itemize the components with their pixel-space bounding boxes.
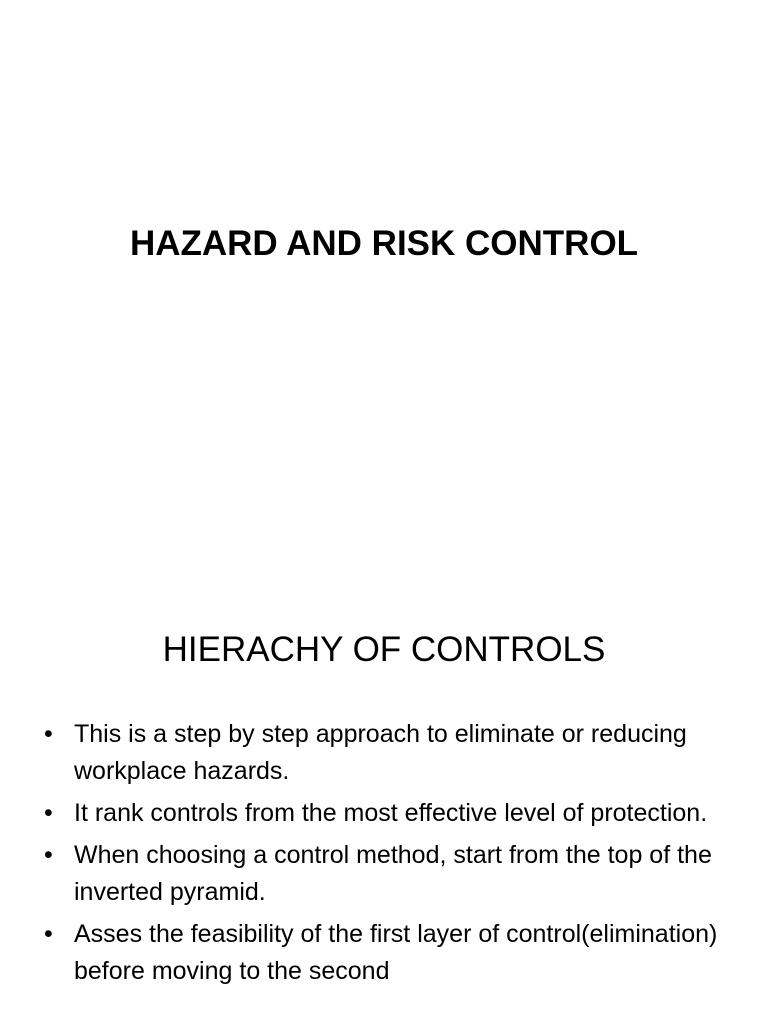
bullet-item [40,795,740,832]
bullet-item [40,916,740,990]
bullet-icon: • [44,799,53,827]
bullet-text: It rank controls from the most effective level of protection. [74,799,708,827]
bullet-text: Asses the feasibility of the first layer of control(elimination) before moving to the second [74,920,718,985]
bullet-item [40,837,740,911]
bullet-text: This is a step by step approach to eliminate or reducing workplace hazards. [74,720,687,785]
bullet-icon: • [44,720,53,748]
bullet-item [40,716,740,790]
bullet-text: When choosing a control method, start from the top of the inverted pyramid. [74,841,712,906]
slide-title-heading: HAZARD AND RISK CONTROL [129,224,639,263]
bullet-list [40,716,740,995]
bullet-icon: • [44,920,53,948]
bullet-icon: • [44,841,53,869]
slide-hierarchy [0,576,768,1024]
slide-hierarchy-heading: HIERACHY OF CONTROLS [162,630,606,669]
